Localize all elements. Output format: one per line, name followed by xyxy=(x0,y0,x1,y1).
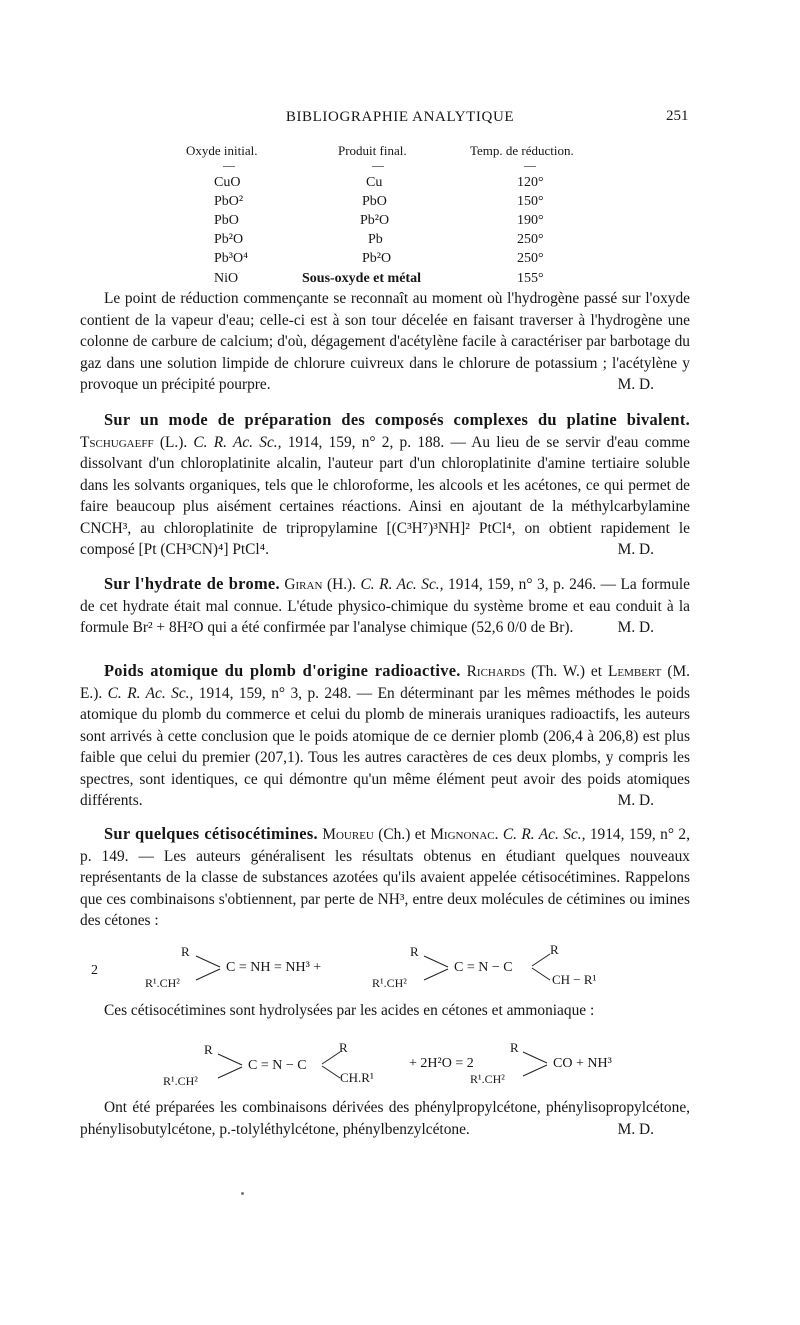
intro-paragraph xyxy=(80,288,690,396)
table-cell: 190° xyxy=(517,213,544,228)
article-author: Richards xyxy=(466,663,526,680)
article-reference: 1914, 159, n° 3, p. 248. xyxy=(198,684,352,702)
article-author-2: Lembert xyxy=(608,663,662,680)
page-number: 251 xyxy=(666,108,689,124)
signature: M. D. xyxy=(617,619,654,636)
article-body: — En déterminant par les mêmes méthodes le poids atomique du plomb du commerce et celui du plomb de minerais uraniques radioactifs, les auteurs sont arrivés à cette conclusion que le poids atomique de ce dernier plomb (206,4 à 206,8) est plus faible que celui du premier (207,1). Tous les autres caractères de ces deux plombs, y compris les spectres, sont identiques, ce qui démontre qu'un même élément peut avoir des poids atomiques différents. xyxy=(80,684,690,809)
table-dash: — xyxy=(223,158,235,172)
table-cell: NiO xyxy=(214,271,239,286)
formula-center: C = N − C xyxy=(248,1058,307,1073)
hydrolysis-paragraph xyxy=(80,1000,690,1022)
formula-radical: CH − R¹ xyxy=(552,972,597,987)
formula-radical: CH.R¹ xyxy=(340,1070,374,1085)
formula-coefficient: 2 xyxy=(91,963,98,978)
table-cell: Cu xyxy=(366,175,383,190)
formula-plus-water: + 2H²O = 2 xyxy=(409,1056,474,1071)
conclusion-paragraph xyxy=(80,1097,690,1140)
signature: M. D. xyxy=(617,376,654,393)
table-dash: — xyxy=(372,158,384,172)
article-author-2-initials: (M. E.). xyxy=(80,663,690,702)
signature: M. D. xyxy=(617,792,654,809)
table-cell: PbO xyxy=(214,213,239,228)
formula-bond-lines xyxy=(194,954,224,984)
table-cell: Sous-oxyde et métal xyxy=(302,271,421,286)
article-plomb xyxy=(80,660,690,812)
formula-radical: R xyxy=(339,1040,348,1055)
article-journal: C. R. Ac. Sc., xyxy=(107,684,194,702)
formula-radical: R¹.CH² xyxy=(163,1074,198,1088)
article-title: Poids atomique du plomb d'origine radioactive. xyxy=(104,661,461,680)
table-cell: CuO xyxy=(214,175,241,190)
article-reference: 1914, 159, n° 2, p. 188. xyxy=(287,433,445,451)
formula-center: C = N − C xyxy=(454,960,513,975)
formula-hydrolysis xyxy=(0,1040,800,1090)
article-author-2: Mignonac. xyxy=(430,826,499,843)
signature: M. D. xyxy=(617,1120,654,1138)
article-reference: 1914, 159, n° 3, p. 246. xyxy=(448,576,597,593)
article-journal: C. R. Ac. Sc., xyxy=(193,433,282,451)
formula-radical: R xyxy=(410,944,419,959)
article-author: Tschugaeff xyxy=(80,433,154,451)
formula-radical: R¹.CH² xyxy=(372,976,407,990)
table-header-temp: Temp. de réduction. xyxy=(470,143,574,158)
running-header: BIBLIOGRAPHIE ANALYTIQUE xyxy=(285,109,515,125)
article-author: Giran xyxy=(284,576,323,593)
article-author: Moureu xyxy=(322,826,374,843)
table-cell: PbO² xyxy=(214,194,244,209)
formula-radical: R xyxy=(204,1042,213,1057)
article-body: — Les auteurs généralisent les résultats obtenus en étudiant quelques nouveaux représentants de la classe de substances azotées qu'ils avaient appelée cétisocétimines. Rappelons que ces combinaisons s'obtiennent, par perte de NH³, entre deux molécules de cétimines ou imines des cétones : xyxy=(80,847,690,929)
formula-bond-lines xyxy=(216,1052,246,1082)
table-cell: 150° xyxy=(517,194,544,209)
formula-bond-lines xyxy=(422,954,452,984)
formula-radical: R¹.CH² xyxy=(470,1072,505,1086)
table-cell: PbO xyxy=(362,194,387,209)
article-journal: C. R. Ac. Sc., xyxy=(360,576,444,593)
table-header-oxyde: Oxyde initial. xyxy=(186,143,258,158)
article-author-initials: (L.). xyxy=(159,433,188,451)
hydrolysis-text: Ces cétisocétimines sont hydrolysées par les acides en cétones et ammoniaque : xyxy=(104,1002,595,1019)
table-cell: Pb²O xyxy=(360,213,390,228)
table-dash: — xyxy=(524,158,536,172)
article-body: — Au lieu de se servir d'eau comme dissolvant d'un chloroplatinite alcalin, l'auteur part d'un chloroplatinite d'amine tertiaire soluble dans les solvants organiques, tels que le chloroforme, les alcools et les acétones, ce qui permet de faire beaucoup plus aisément certaines réactions. Ainsi en ajoutant de la méthylcarbylamine CNCH³, au chloroplatinite de tripropylamine [(C³H⁷)³NH]² PtCl⁴, on obtient rapidement le composé [Pt (CH³CN)⁴] PtCl⁴. xyxy=(80,433,690,558)
table-cell: 250° xyxy=(517,251,544,266)
formula-radical: R¹.CH² xyxy=(145,976,180,990)
formula-bond-lines xyxy=(521,1050,551,1080)
formula-cetimine-condensation xyxy=(0,940,800,990)
paper-speck xyxy=(241,1192,244,1195)
table-cell: 155° xyxy=(517,271,544,286)
conclusion-text: Ont été préparées les combinaisons dérivées des phénylpropylcétone, phénylisopropylcétone, phénylisobutylcétone, p.-tolyléthylcétone, phénylbenzylcétone. xyxy=(80,1099,690,1138)
intro-text: Le point de réduction commençante se reconnaît au moment où l'hydrogène passé sur l'oxyde contient de la vapeur d'eau; celle-ci est à son tour décelée en faisant traverser à l'hydrogène une colonne de carbure de calcium; d'où, dégagement d'acétylène facile à caractériser par barbotage du gaz dans une solution limpide de chlorure cuivreux dans le chlorure de potassium ; l'acétylène y provoque un précipité pourpre. xyxy=(80,290,690,393)
table-cell: Pb xyxy=(368,232,383,247)
article-author-initials: (Th. W.) et xyxy=(531,663,603,680)
article-author-initials: (H.). xyxy=(326,576,357,593)
article-title: Sur l'hydrate de brome. xyxy=(104,574,280,593)
signature: M. D. xyxy=(617,541,654,558)
article-reference: 1914, 159, n° 2, p. 149. xyxy=(80,826,690,865)
formula-products: CO + NH³ xyxy=(553,1056,612,1071)
article-cetisocetimines xyxy=(80,823,690,932)
article-brome xyxy=(80,573,690,639)
table-cell: Pb²O xyxy=(362,251,392,266)
table-cell: Pb³O⁴ xyxy=(214,251,248,266)
article-title: Sur quelques cétisocétimines. xyxy=(104,824,318,843)
formula-center: C = NH = NH³ + xyxy=(226,960,322,975)
article-author-initials: (Ch.) et xyxy=(378,826,426,843)
formula-radical: R xyxy=(550,942,559,957)
table-cell: 250° xyxy=(517,232,544,247)
table-cell: Pb²O xyxy=(214,232,244,247)
article-title: Sur un mode de préparation des composés complexes du platine bivalent. xyxy=(104,410,690,429)
formula-radical: R xyxy=(510,1040,519,1055)
table-cell: 120° xyxy=(517,175,544,190)
article-body: — La formule de cet hydrate était mal connue. L'étude physico-chimique du système brome et eau conduit à la formule Br² + 8H²O qui a été confirmée par l'analyse chimique (52,6 0/0 de Br). xyxy=(80,576,690,636)
formula-radical: R xyxy=(181,944,190,959)
article-platine xyxy=(80,409,690,561)
table-header-produit: Produit final. xyxy=(338,143,407,158)
article-journal: C. R. Ac. Sc., xyxy=(502,826,586,843)
